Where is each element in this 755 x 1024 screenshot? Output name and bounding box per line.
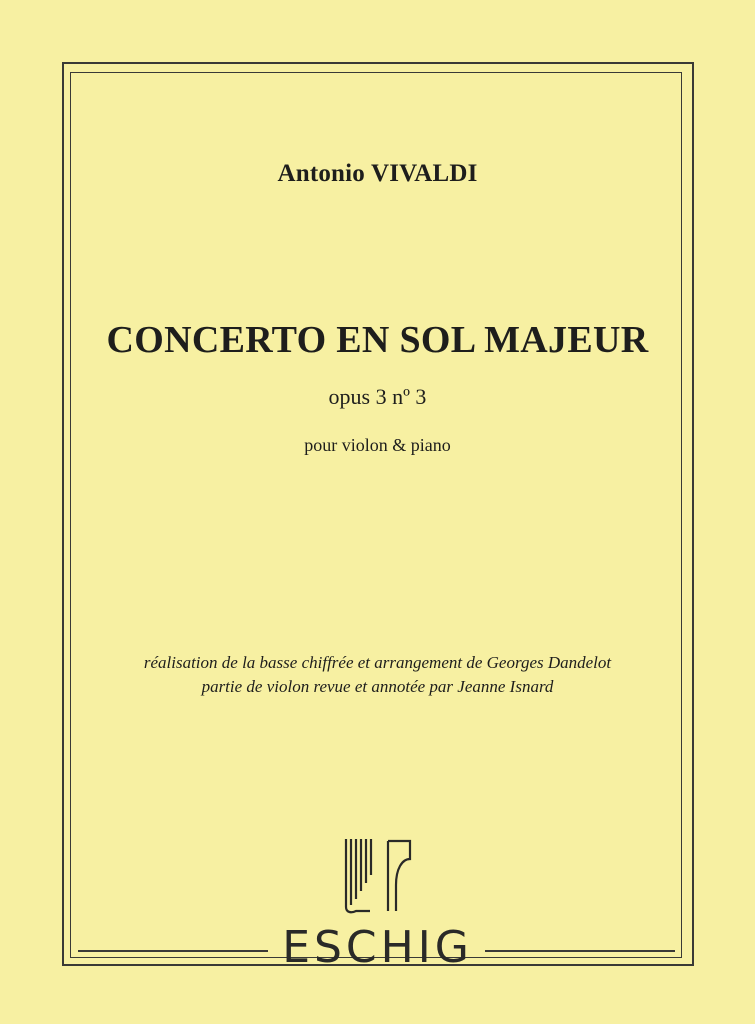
composer-name: Antonio VIVALDI xyxy=(277,160,478,187)
work-title: CONCERTO EN SOL MAJEUR xyxy=(106,319,649,361)
inner-border-frame xyxy=(70,72,682,958)
instrumentation: pour violon & piano xyxy=(304,435,451,455)
violin-edition-credit: partie de violon revue et annotée par Jeanne Isnard xyxy=(201,677,554,696)
arrangement-credit: réalisation de la basse chiffrée et arrangement de Georges Dandelot xyxy=(143,653,612,672)
opus-number: opus 3 nº 3 xyxy=(328,384,427,409)
publisher-name: ESCHIG xyxy=(282,922,473,973)
harp-logo-icon xyxy=(340,835,420,915)
